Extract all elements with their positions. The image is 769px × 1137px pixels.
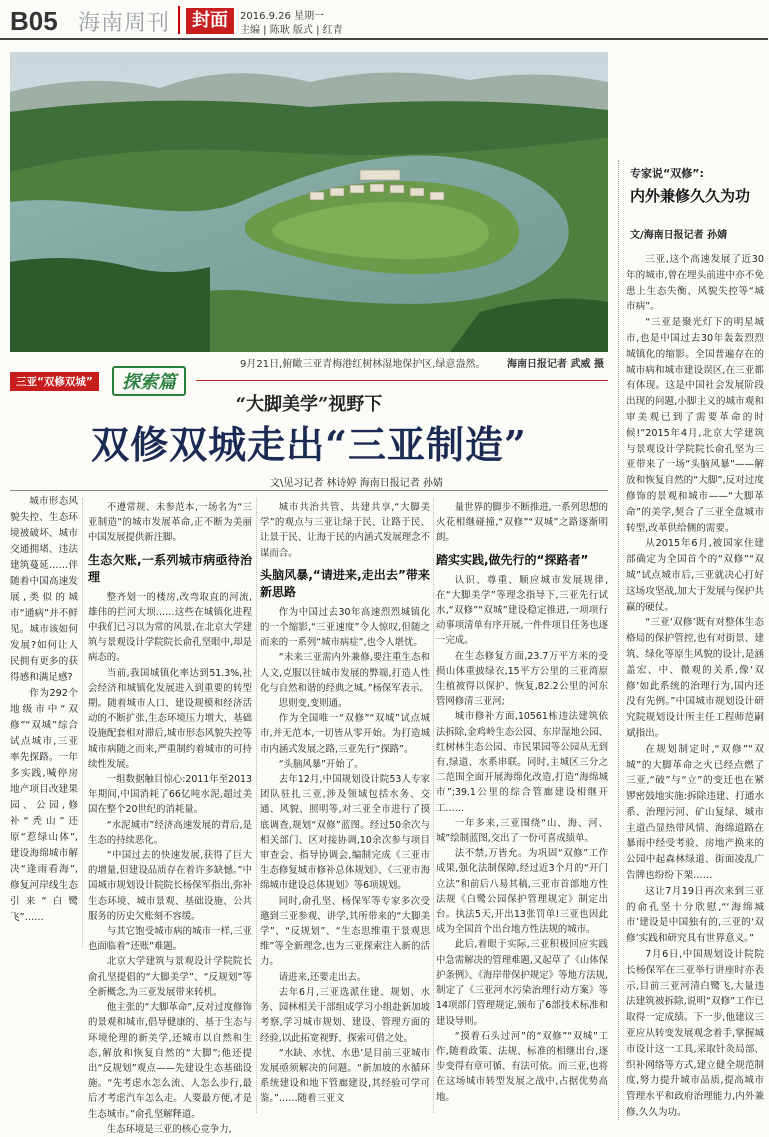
paragraph: “未来三亚需内外兼修,要注重生态和人文,克服以往城市发展的弊端,打造人性化与自然和谐的经典之城。”杨保军表示。 [260, 652, 430, 694]
sidebar-byline: 文/海南日报记者 孙婧 [630, 230, 728, 241]
paragraph: “水缺、水忧、水患’是目前三亚城市发展亟须解决的问题。“新加坡的水循环系统建设和地下管廊建设,其经验可学可鉴。”……随着三亚文 [260, 1047, 430, 1105]
paragraph: 去年12月,中国规划设计院53人专家团队驻扎三亚,涉及领域包括水务、交通、风貌、照明等,对三亚全市进行了摸底调查,规划“双修”蓝图。经过50余次与相关部门、区对接协调,10余次参与项目审查会、指导协调会,编制完成《三亚市生态修复城市修补总体规划》、《三亚市海绵城市建设总体规划》等6项规划。 [260, 774, 430, 892]
subheading: 踏实实践,做先行的“探路者” [436, 552, 589, 567]
paragraph: 同时,俞孔坚、杨保军等专家多次受邀到三亚参观、讲学,其所带来的“大脚美学”、“反规划”、“生态思维重于景观思维”等全新理念,也为三亚探索注入新的活力。 [260, 895, 430, 968]
sidebar-body [626, 252, 764, 1119]
column-divider [433, 498, 434, 1113]
sidebar-kicker: 专家说“双修”: [630, 167, 704, 180]
body-column-3 [436, 500, 608, 1115]
article-byline: 文\见习记者 林诗婷 海南日报记者 孙婧 [270, 478, 443, 489]
paragraph: 去年6月,三亚选派住建、规划、水务、园林相关干部组成学习小组赴新加坡考察,学习城市规划、建设、管理方面的经验,以此拓宽视野、探索可借之处。 [260, 986, 430, 1044]
paragraph: 城市共治共管、共建共享,“大脚美学”的观点与三亚让绿于民、让路于民、让景于民、让海于民的内涵式发展理念不谋而合。 [260, 502, 430, 559]
paragraph: 一组数据触目惊心:2011年至2013年期间,中国消耗了66亿吨水泥,超过美国在整个20世纪的消耗量。 [88, 774, 252, 816]
masthead-rule [0, 38, 768, 40]
paragraph: 认识、尊重、顺应城市发展规律,在“大脚美学”等理念指导下,三亚先行试水,“双修”“双城”建设稳定推进,一项项行动事项清单有序开展,一件件项目任务也逐一完成。 [436, 574, 608, 647]
paragraph: “中国过去的快速发展,获得了巨大的增量,但建设品质存在着许多缺憾。”中国城市规划设计院院长杨保军指出,弥补生态环境、城市景观、基础设施、公共服务的历史欠账刻不容缓。 [88, 850, 252, 922]
wetland-landscape-image [10, 52, 608, 352]
lead-paragraph: 城市形态风貌失控、生态环境被破坏、城市交通拥堵、违法建筑蔓延……伴随着中国高速发展,类似的城市“通病”并不鲜见。城市该如何发展?如何让人民拥有更多的获得感和满足感? [10, 496, 78, 683]
paragraph: 一年多来,三亚围绕“山、海、河、城”绘制蓝图,交出了一份可喜成绩单。 [436, 817, 608, 845]
sidebar-paragraph: “三亚是聚光灯下的明星城市,也是中国过去30年轰轰烈烈城镇化的缩影。全国普遍存在的城市病和城市建设误区,在三亚都有体现。这是中国社会发展阶段出现的问题,小脚主义的城市观和审美观已到了需要革命的时候!”2015年4月,北京大学建筑与景观设计学院院长俞孔坚为三亚带来了一场“头脑风暴”——解放和恢复自然的“大脚”,反对过度修饰的景观和城市——“大脚革命”的美学,契合了三亚全盘城市转型,改革供给侧的需要。 [626, 317, 764, 534]
sidebar-paragraph: 从2015年6月,被国家住建部确定为全国首个的“双修”“双城”试点城市后,三亚就决心打好这场攻坚战,加大于发展与保护共赢的硬仗。 [626, 538, 764, 613]
photo-credit: 海南日报记者 武威 摄 [507, 359, 604, 370]
sidebar-paragraph: 在规划制定时,“双修”“双城”的大脚革命之火已经点燃了三亚,“破”与“立”的变迁也在紧锣密鼓地实施:拆除违建、打通水系、治理污河、矿山复绿、城市主道凸显热带风情、海绵道路在暴雨中经受考验、房地产换来的公园中起森林绿道、街面凌乱广告牌也纷纷下架…… [626, 743, 764, 882]
paragraph: 整齐划一的楼房,改弯取直的河流,雄伟的拦河大坝……这些在城镇化进程中我们已习以为常的风景,在北京大学建筑与景观设计学院院长俞孔坚眼中,却是病态的。 [88, 591, 252, 664]
paragraph: 此后,着眼于实际,三亚积极回应实践中急需解决的管理难题,又起草了《山体保护条例》、《海岸带保护规定》等地方法规,制定了《三亚河水污染治理行动方案》等14项部门管理规定,颁布了6部技术标准和建设导则。 [436, 939, 608, 1027]
paragraph: 作为全国唯一“双修”“双城”试点城市,并无范本,一切皆从零开始。为打造城市内涵式发展之路,三亚先行“探路”。 [260, 713, 430, 755]
editor-credits: 主编 | 陈耿 版式 | 红青 [240, 25, 343, 36]
series-tag: 三亚“双修双城” [10, 372, 99, 391]
issue-date: 2016.9.26 星期一 [240, 11, 325, 22]
paragraph: “头脑风暴”开始了。 [278, 758, 364, 770]
sidebar-title: 内外兼修久久为功 [630, 187, 751, 205]
sidebar-paragraph: 7月6日,中国规划设计院院长杨保军在三亚举行讲座时亦表示,目前三亚河清白鹭飞,大量违法建筑被拆除,说明“双修”工作已取得一定成绩。下一步,他建议三亚应从转变发展观念着手,掌握城市设计这一工具,采取针灸局部、织补网络等方式,建立健全规范制度,努力提升城市品质,提高城市管理水平和政府治理能力,内外兼修,久久为功。 [626, 949, 764, 1119]
subheading: 生态欠账,一系列城市病亟待治理 [88, 552, 252, 584]
paragraph: 作为中国过去30年高速烈烈城镇化的一个缩影,“三亚速度”令人惊叹,但随之而来的一系列“城市病症”,也令人堪忧。 [260, 606, 430, 649]
photo-caption [10, 355, 608, 371]
article-kicker: “大脚美学”视野下 [235, 394, 383, 415]
sidebar-paragraph: 三亚,这个高速发展了近30年的城市,曾在埋头前进中亦不免患上生态失衡、风貌失控等“城市病”。 [626, 254, 764, 313]
column-divider [256, 498, 257, 1113]
masthead-divider [178, 6, 180, 34]
paper-name: 海南周刊 [78, 11, 171, 36]
paragraph: 请进来,还要走出去。 [278, 971, 367, 983]
article-headline: 双修双城走出“三亚制造” [91, 422, 527, 467]
paragraph: 量世界的脚步不断推进,一系列思想的火花相继碰撞,“双修”“双城”之路逐渐明朗。 [436, 502, 608, 544]
series-category: 探索篇 [112, 366, 186, 396]
byline-rule [10, 490, 608, 491]
section-label: 封面 [186, 8, 234, 34]
lead-paragraph: 作为292个地级市中“双修”“双城”综合试点城市,三亚率先探路。一年多实践,喊停房地产项目改建果园、公园,修补“秃山”还原“惹绿山体”,建设海绵城市解决“逢雨看海”,修复河岸线生态引来“白鹭飞”…… [10, 688, 78, 923]
paragraph: 城市修补方面,10561栋违法建筑依法拆除,金鸡岭生态公园、东岸湿地公园、红树林生态公园、市民果园等公园从无到有,绿道、水系串联。同时,主城区三分之二范围全面开展海绵化改造,打造“海绵城市”;39.1公里的综合管廊建设相继开工…… [436, 711, 608, 814]
paragraph: 生态环境是三亚的核心竞争力, [106, 1123, 232, 1135]
body-column-2 [260, 500, 430, 1115]
paragraph: “水泥城市”经济高速发展的背后,是生态的持续恶化。 [88, 819, 252, 846]
paragraph: “摸着石头过河”的“双修”“双城”工作,随着政策、法规、标准的相继出台,逐步变得有章可循、有法可依。而三亚,也将在这场城市转型发展之战中,占据优势高地。 [436, 1030, 608, 1103]
rubric-rule [196, 380, 608, 381]
paragraph: 法不禁,万皆允。为巩固“双修”工作成果,强化法制保障,经过近3个月的“开门立法”和前后八易其稿,三亚市首部地方性法规《白鹭公园保护管理规定》制定出台。执法5天,开出13张罚单!三亚也因此成为全国首个出台地方性法规的城市。 [436, 848, 608, 936]
paragraph: 他主张的“大脚革命”,反对过度修饰的景观和城市,倡导健康的、基于生态与环境伦理的新美学,还城市以自然和生态,解放和恢复自然的“大脚”;他还提出“反规划”观点——先建设生态基础设施。“先考虑水怎么流、人怎么步行,最后才考虑汽车怎么走。人要最方便,才是生态城市。”俞孔坚解释道。 [88, 1002, 252, 1120]
paragraph: 北京大学建筑与景观设计学院院长俞孔坚提倡的“大脚美学”、“反规划”等全新概念,为三亚发展带来转机。 [88, 956, 252, 998]
paragraph: 思则变,变则通。 [278, 698, 348, 710]
body-column-1 [88, 500, 252, 1135]
aerial-photo [10, 52, 608, 352]
paragraph: 不遵常规、未参范本,一场名为“三亚制造”的城市发展革命,正不断为美丽中国发展提供新注脚。 [88, 502, 252, 544]
column-divider [82, 498, 83, 948]
sidebar-paragraph: 这让7月19日再次来到三亚的俞孔坚十分欣慰,“‘海绵城市’建设是中国独有的,三亚的‘双修’实践和研究具有世界意义。” [626, 885, 764, 945]
paragraph: 在生态修复方面,23.7万平方米的受损山体重披绿衣,15平方公里的三亚湾原生植被得以保护、恢复,82.2公里的河东管网修清三亚河; [436, 650, 608, 708]
lead-column [10, 494, 78, 944]
sidebar-paragraph: “三亚‘双修’既有对整体生态格局的保护管控,也有对街景、建筑、绿化等原生风貌的设计,是涵盖宏、中、微观的关系,像‘双修’如此系统的治理行为,国内还没有先例。”中国城市规划设计研究院规划设计所主任工程师范嗣斌指出。 [626, 617, 764, 739]
paragraph: 与其它饱受城市病的城市一样,三亚也面临着“还账”难题。 [88, 926, 252, 953]
subheading: 头脑风暴,“请进来,走出去”带来新思路 [260, 567, 430, 599]
page-number: B05 [10, 6, 58, 36]
caption-text: 9月21日,俯瞰三亚青梅港红树林湿地保护区,绿意盎然。 [240, 359, 486, 370]
paragraph: 当前,我国城镇化率达到51.3%,社会经济和城镇化发展进入到重要的转型期。随着城市人口、建设规模和经济活动的不断扩张,生态环境压力增大、基础设施配套相对滞后,城市形态风貌失控等城市病随之而来,严重制约着城市的可持续性发展。 [88, 667, 252, 770]
